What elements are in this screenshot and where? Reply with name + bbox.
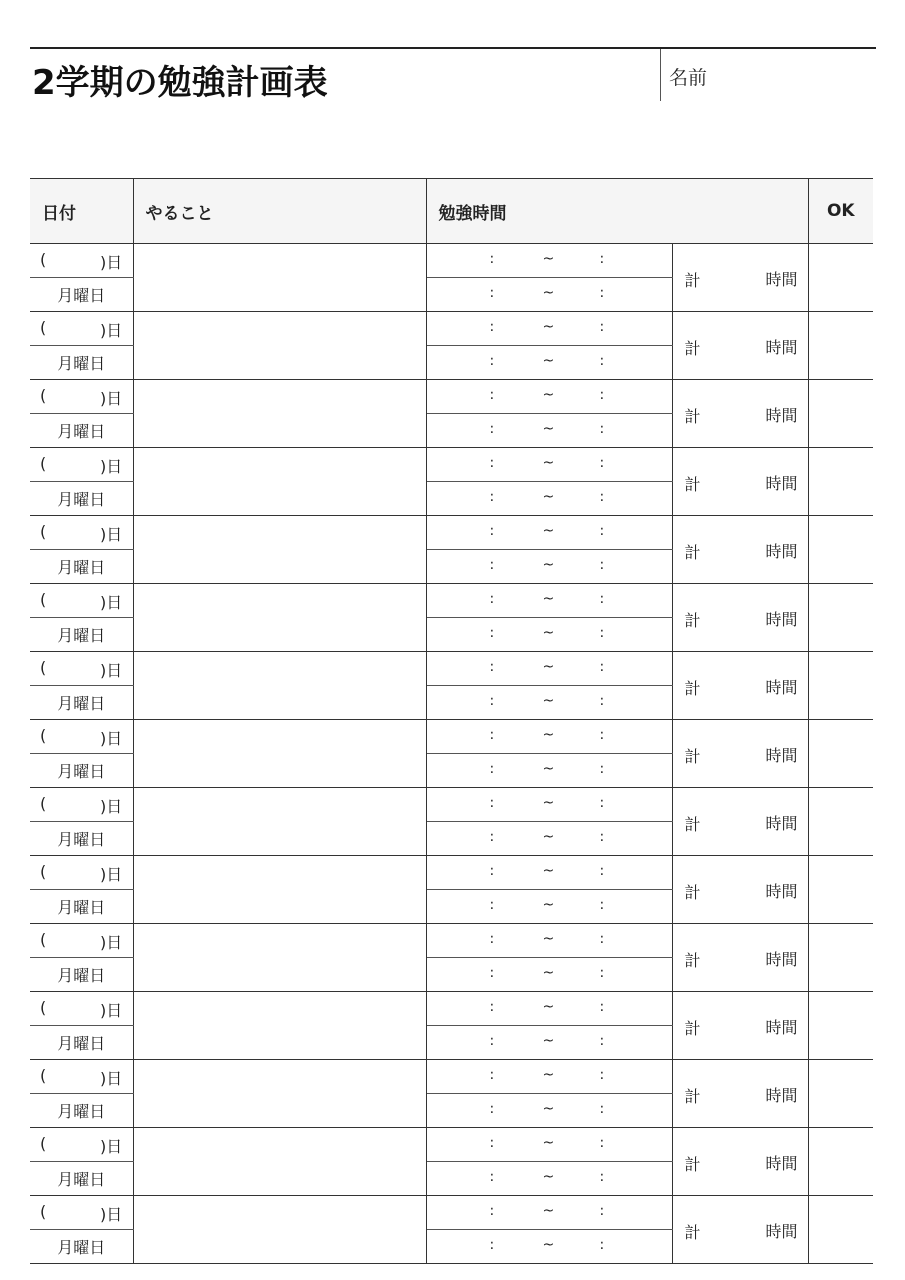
time-range-cell[interactable] [426, 278, 672, 312]
paren-open: ( [40, 930, 47, 949]
weekday-label: 月曜日 [57, 830, 106, 849]
start-colon: : [489, 523, 495, 539]
time-range-cell[interactable] [426, 1162, 672, 1196]
range-tilde: ~ [542, 285, 555, 301]
time-range-cell[interactable] [426, 1196, 672, 1230]
ok-check-cell[interactable] [808, 448, 873, 516]
day-suffix: )日 [100, 1001, 123, 1020]
hours-label: 時間 [765, 542, 798, 561]
name-field[interactable] [660, 49, 707, 101]
end-colon: : [599, 965, 605, 981]
date-day-cell[interactable] [30, 1060, 133, 1094]
day-suffix: )日 [100, 593, 123, 612]
end-colon: : [599, 489, 605, 505]
table-row [30, 516, 873, 550]
day-suffix: )日 [100, 729, 123, 748]
date-day-cell[interactable] [30, 244, 133, 278]
paren-open: ( [40, 998, 47, 1017]
hours-label: 時間 [765, 746, 798, 765]
table-row [30, 244, 873, 278]
total-label: 計 [684, 1087, 701, 1106]
paren-open: ( [40, 454, 47, 473]
weekday-cell[interactable] [30, 482, 133, 516]
ok-check-cell[interactable] [808, 856, 873, 924]
weekday-cell[interactable] [30, 754, 133, 788]
range-tilde: ~ [542, 795, 555, 811]
hours-label: 時間 [765, 406, 798, 425]
start-colon: : [489, 965, 495, 981]
total-label: 計 [684, 475, 701, 494]
weekday-label: 月曜日 [57, 1102, 106, 1121]
range-tilde: ~ [542, 931, 555, 947]
day-suffix: )日 [100, 1069, 123, 1088]
day-suffix: )日 [100, 1137, 123, 1156]
total-hours-cell[interactable] [672, 1196, 808, 1264]
total-label: 計 [684, 883, 701, 902]
weekday-cell[interactable] [30, 958, 133, 992]
weekday-cell[interactable] [30, 414, 133, 448]
range-tilde: ~ [542, 727, 555, 743]
time-range-cell[interactable] [426, 584, 672, 618]
total-label: 計 [684, 679, 701, 698]
todo-cell[interactable] [133, 448, 426, 516]
total-hours-cell[interactable] [672, 380, 808, 448]
range-tilde: ~ [542, 1203, 555, 1219]
table-row [30, 992, 873, 1026]
end-colon: : [599, 557, 605, 573]
weekday-cell[interactable] [30, 822, 133, 856]
table-row [30, 1128, 873, 1162]
todo-cell[interactable] [133, 788, 426, 856]
end-colon: : [599, 1203, 605, 1219]
total-label: 計 [684, 815, 701, 834]
todo-cell[interactable] [133, 856, 426, 924]
weekday-cell[interactable] [30, 550, 133, 584]
range-tilde: ~ [542, 693, 555, 709]
end-colon: : [599, 727, 605, 743]
date-day-cell[interactable] [30, 380, 133, 414]
date-day-cell[interactable] [30, 652, 133, 686]
time-range-cell[interactable] [426, 1026, 672, 1060]
time-range-cell[interactable] [426, 618, 672, 652]
time-range-cell[interactable] [426, 856, 672, 890]
start-colon: : [489, 557, 495, 573]
date-day-cell[interactable] [30, 584, 133, 618]
start-colon: : [489, 829, 495, 845]
weekday-label: 月曜日 [57, 694, 106, 713]
day-suffix: )日 [100, 389, 123, 408]
start-colon: : [489, 693, 495, 709]
time-range-cell[interactable] [426, 788, 672, 822]
range-tilde: ~ [542, 1135, 555, 1151]
start-colon: : [489, 795, 495, 811]
weekday-cell[interactable] [30, 1094, 133, 1128]
table-header-row [30, 179, 873, 244]
weekday-label: 月曜日 [57, 286, 106, 305]
todo-cell[interactable] [133, 1060, 426, 1128]
date-day-cell[interactable] [30, 1196, 133, 1230]
time-range-cell[interactable] [426, 652, 672, 686]
time-range-cell[interactable] [426, 1094, 672, 1128]
weekday-label: 月曜日 [57, 966, 106, 985]
table-row [30, 1060, 873, 1094]
ok-check-cell[interactable] [808, 1128, 873, 1196]
total-label: 計 [684, 1019, 701, 1038]
hours-label: 時間 [765, 814, 798, 833]
hours-label: 時間 [765, 1154, 798, 1173]
ok-check-cell[interactable] [808, 720, 873, 788]
start-colon: : [489, 421, 495, 437]
start-colon: : [489, 1203, 495, 1219]
range-tilde: ~ [542, 625, 555, 641]
total-label: 計 [684, 339, 701, 358]
start-colon: : [489, 625, 495, 641]
end-colon: : [599, 387, 605, 403]
end-colon: : [599, 931, 605, 947]
date-day-cell[interactable] [30, 1128, 133, 1162]
time-range-cell[interactable] [426, 822, 672, 856]
start-colon: : [489, 285, 495, 301]
end-colon: : [599, 251, 605, 267]
ok-check-cell[interactable] [808, 516, 873, 584]
weekday-label: 月曜日 [57, 898, 106, 917]
range-tilde: ~ [542, 897, 555, 913]
total-hours-cell[interactable] [672, 856, 808, 924]
weekday-label: 月曜日 [57, 1034, 106, 1053]
start-colon: : [489, 489, 495, 505]
total-hours-cell[interactable] [672, 992, 808, 1060]
start-colon: : [489, 353, 495, 369]
end-colon: : [599, 1067, 605, 1083]
ok-check-cell[interactable] [808, 380, 873, 448]
hours-label: 時間 [765, 610, 798, 629]
end-colon: : [599, 319, 605, 335]
range-tilde: ~ [542, 591, 555, 607]
range-tilde: ~ [542, 965, 555, 981]
ok-check-cell[interactable] [808, 1196, 873, 1264]
ok-check-cell[interactable] [808, 788, 873, 856]
column-header-study-time: 勉強時間 [426, 179, 808, 244]
date-day-cell[interactable] [30, 924, 133, 958]
time-range-cell[interactable] [426, 380, 672, 414]
end-colon: : [599, 1101, 605, 1117]
ok-check-cell[interactable] [808, 1060, 873, 1128]
paren-open: ( [40, 726, 47, 745]
date-day-cell[interactable] [30, 312, 133, 346]
time-range-cell[interactable] [426, 924, 672, 958]
weekday-cell[interactable] [30, 1026, 133, 1060]
day-suffix: )日 [100, 321, 123, 340]
day-suffix: )日 [100, 661, 123, 680]
end-colon: : [599, 693, 605, 709]
todo-cell[interactable] [133, 924, 426, 992]
range-tilde: ~ [542, 829, 555, 845]
range-tilde: ~ [542, 421, 555, 437]
hours-label: 時間 [765, 1086, 798, 1105]
day-suffix: )日 [100, 797, 123, 816]
range-tilde: ~ [542, 387, 555, 403]
end-colon: : [599, 523, 605, 539]
start-colon: : [489, 727, 495, 743]
start-colon: : [489, 1067, 495, 1083]
total-hours-cell[interactable] [672, 924, 808, 992]
end-colon: : [599, 455, 605, 471]
time-range-cell[interactable] [426, 244, 672, 278]
ok-check-cell[interactable] [808, 924, 873, 992]
paren-open: ( [40, 386, 47, 405]
table-row [30, 720, 873, 754]
paren-open: ( [40, 1134, 47, 1153]
total-label: 計 [684, 407, 701, 426]
ok-check-cell[interactable] [808, 992, 873, 1060]
name-label: 名前 [669, 67, 708, 89]
time-range-cell[interactable] [426, 448, 672, 482]
weekday-label: 月曜日 [57, 490, 106, 509]
hours-label: 時間 [765, 678, 798, 697]
range-tilde: ~ [542, 1067, 555, 1083]
time-range-cell[interactable] [426, 1128, 672, 1162]
total-hours-cell[interactable] [672, 1128, 808, 1196]
end-colon: : [599, 659, 605, 675]
end-colon: : [599, 999, 605, 1015]
hours-label: 時間 [765, 950, 798, 969]
end-colon: : [599, 1033, 605, 1049]
start-colon: : [489, 1033, 495, 1049]
paren-open: ( [40, 590, 47, 609]
total-hours-cell[interactable] [672, 516, 808, 584]
time-range-cell[interactable] [426, 958, 672, 992]
range-tilde: ~ [542, 251, 555, 267]
range-tilde: ~ [542, 863, 555, 879]
ok-check-cell[interactable] [808, 244, 873, 312]
end-colon: : [599, 897, 605, 913]
start-colon: : [489, 999, 495, 1015]
start-colon: : [489, 455, 495, 471]
weekday-label: 月曜日 [57, 762, 106, 781]
total-label: 計 [684, 1155, 701, 1174]
end-colon: : [599, 863, 605, 879]
day-suffix: )日 [100, 457, 123, 476]
range-tilde: ~ [542, 1237, 555, 1253]
day-suffix: )日 [100, 933, 123, 952]
range-tilde: ~ [542, 557, 555, 573]
start-colon: : [489, 1101, 495, 1117]
time-range-cell[interactable] [426, 720, 672, 754]
column-header-date: 日付 [30, 179, 133, 244]
end-colon: : [599, 421, 605, 437]
end-colon: : [599, 1135, 605, 1151]
weekday-cell[interactable] [30, 1162, 133, 1196]
todo-cell[interactable] [133, 1128, 426, 1196]
range-tilde: ~ [542, 1169, 555, 1185]
start-colon: : [489, 1135, 495, 1151]
hours-label: 時間 [765, 1222, 798, 1241]
start-colon: : [489, 591, 495, 607]
paren-open: ( [40, 658, 47, 677]
todo-cell[interactable] [133, 380, 426, 448]
weekday-cell[interactable] [30, 346, 133, 380]
weekday-cell[interactable] [30, 618, 133, 652]
hours-label: 時間 [765, 270, 798, 289]
time-range-cell[interactable] [426, 1060, 672, 1094]
paren-open: ( [40, 318, 47, 337]
range-tilde: ~ [542, 1101, 555, 1117]
todo-cell[interactable] [133, 516, 426, 584]
hours-label: 時間 [765, 338, 798, 357]
table-row [30, 584, 873, 618]
day-suffix: )日 [100, 253, 123, 272]
time-range-cell[interactable] [426, 312, 672, 346]
weekday-label: 月曜日 [57, 626, 106, 645]
date-day-cell[interactable] [30, 992, 133, 1026]
range-tilde: ~ [542, 319, 555, 335]
end-colon: : [599, 761, 605, 777]
table-row [30, 380, 873, 414]
total-hours-cell[interactable] [672, 720, 808, 788]
weekday-label: 月曜日 [57, 422, 106, 441]
weekday-cell[interactable] [30, 686, 133, 720]
total-label: 計 [684, 271, 701, 290]
hours-label: 時間 [765, 1018, 798, 1037]
start-colon: : [489, 863, 495, 879]
todo-cell[interactable] [133, 244, 426, 312]
total-label: 計 [684, 611, 701, 630]
end-colon: : [599, 625, 605, 641]
range-tilde: ~ [542, 659, 555, 675]
end-colon: : [599, 829, 605, 845]
table-row [30, 1196, 873, 1230]
time-range-cell[interactable] [426, 1230, 672, 1264]
end-colon: : [599, 591, 605, 607]
todo-cell[interactable] [133, 584, 426, 652]
table-row [30, 856, 873, 890]
time-range-cell[interactable] [426, 686, 672, 720]
hours-label: 時間 [765, 474, 798, 493]
todo-cell[interactable] [133, 1196, 426, 1264]
todo-cell[interactable] [133, 312, 426, 380]
start-colon: : [489, 931, 495, 947]
total-hours-cell[interactable] [672, 312, 808, 380]
total-hours-cell[interactable] [672, 584, 808, 652]
day-suffix: )日 [100, 1205, 123, 1224]
page-title: 2学期の勉強計画表 [32, 63, 328, 103]
paren-open: ( [40, 1202, 47, 1221]
date-day-cell[interactable] [30, 788, 133, 822]
time-range-cell[interactable] [426, 754, 672, 788]
total-hours-cell[interactable] [672, 244, 808, 312]
plan-body [30, 244, 873, 1264]
weekday-cell[interactable] [30, 890, 133, 924]
table-row [30, 652, 873, 686]
range-tilde: ~ [542, 455, 555, 471]
range-tilde: ~ [542, 489, 555, 505]
range-tilde: ~ [542, 523, 555, 539]
total-label: 計 [684, 747, 701, 766]
time-range-cell[interactable] [426, 890, 672, 924]
weekday-label: 月曜日 [57, 1238, 106, 1257]
total-hours-cell[interactable] [672, 652, 808, 720]
time-range-cell[interactable] [426, 992, 672, 1026]
table-row [30, 788, 873, 822]
day-suffix: )日 [100, 865, 123, 884]
start-colon: : [489, 1169, 495, 1185]
table-row [30, 924, 873, 958]
hours-label: 時間 [765, 882, 798, 901]
time-range-cell[interactable] [426, 482, 672, 516]
todo-cell[interactable] [133, 992, 426, 1060]
time-range-cell[interactable] [426, 516, 672, 550]
study-plan-table [30, 178, 873, 1264]
weekday-label: 月曜日 [57, 558, 106, 577]
start-colon: : [489, 761, 495, 777]
weekday-label: 月曜日 [57, 354, 106, 373]
paren-open: ( [40, 794, 47, 813]
range-tilde: ~ [542, 353, 555, 369]
total-label: 計 [684, 1223, 701, 1242]
total-label: 計 [684, 951, 701, 970]
table-row [30, 448, 873, 482]
title-bar [30, 47, 876, 101]
start-colon: : [489, 897, 495, 913]
start-colon: : [489, 659, 495, 675]
total-hours-cell[interactable] [672, 1060, 808, 1128]
total-hours-cell[interactable] [672, 448, 808, 516]
weekday-label: 月曜日 [57, 1170, 106, 1189]
paren-open: ( [40, 250, 47, 269]
ok-check-cell[interactable] [808, 584, 873, 652]
ok-check-cell[interactable] [808, 312, 873, 380]
paren-open: ( [40, 862, 47, 881]
total-label: 計 [684, 543, 701, 562]
column-header-todo: やること [133, 179, 426, 244]
total-hours-cell[interactable] [672, 788, 808, 856]
todo-cell[interactable] [133, 652, 426, 720]
range-tilde: ~ [542, 761, 555, 777]
table-row [30, 312, 873, 346]
start-colon: : [489, 387, 495, 403]
weekday-cell[interactable] [30, 1230, 133, 1264]
ok-check-cell[interactable] [808, 652, 873, 720]
date-day-cell[interactable] [30, 516, 133, 550]
time-range-cell[interactable] [426, 414, 672, 448]
end-colon: : [599, 1237, 605, 1253]
day-suffix: )日 [100, 525, 123, 544]
range-tilde: ~ [542, 1033, 555, 1049]
column-header-ok: OK [808, 179, 873, 244]
start-colon: : [489, 319, 495, 335]
range-tilde: ~ [542, 999, 555, 1015]
start-colon: : [489, 1237, 495, 1253]
weekday-cell[interactable] [30, 278, 133, 312]
paren-open: ( [40, 522, 47, 541]
date-day-cell[interactable] [30, 856, 133, 890]
paren-open: ( [40, 1066, 47, 1085]
start-colon: : [489, 251, 495, 267]
time-range-cell[interactable] [426, 346, 672, 380]
time-range-cell[interactable] [426, 550, 672, 584]
date-day-cell[interactable] [30, 448, 133, 482]
end-colon: : [599, 353, 605, 369]
end-colon: : [599, 285, 605, 301]
todo-cell[interactable] [133, 720, 426, 788]
end-colon: : [599, 795, 605, 811]
end-colon: : [599, 1169, 605, 1185]
date-day-cell[interactable] [30, 720, 133, 754]
